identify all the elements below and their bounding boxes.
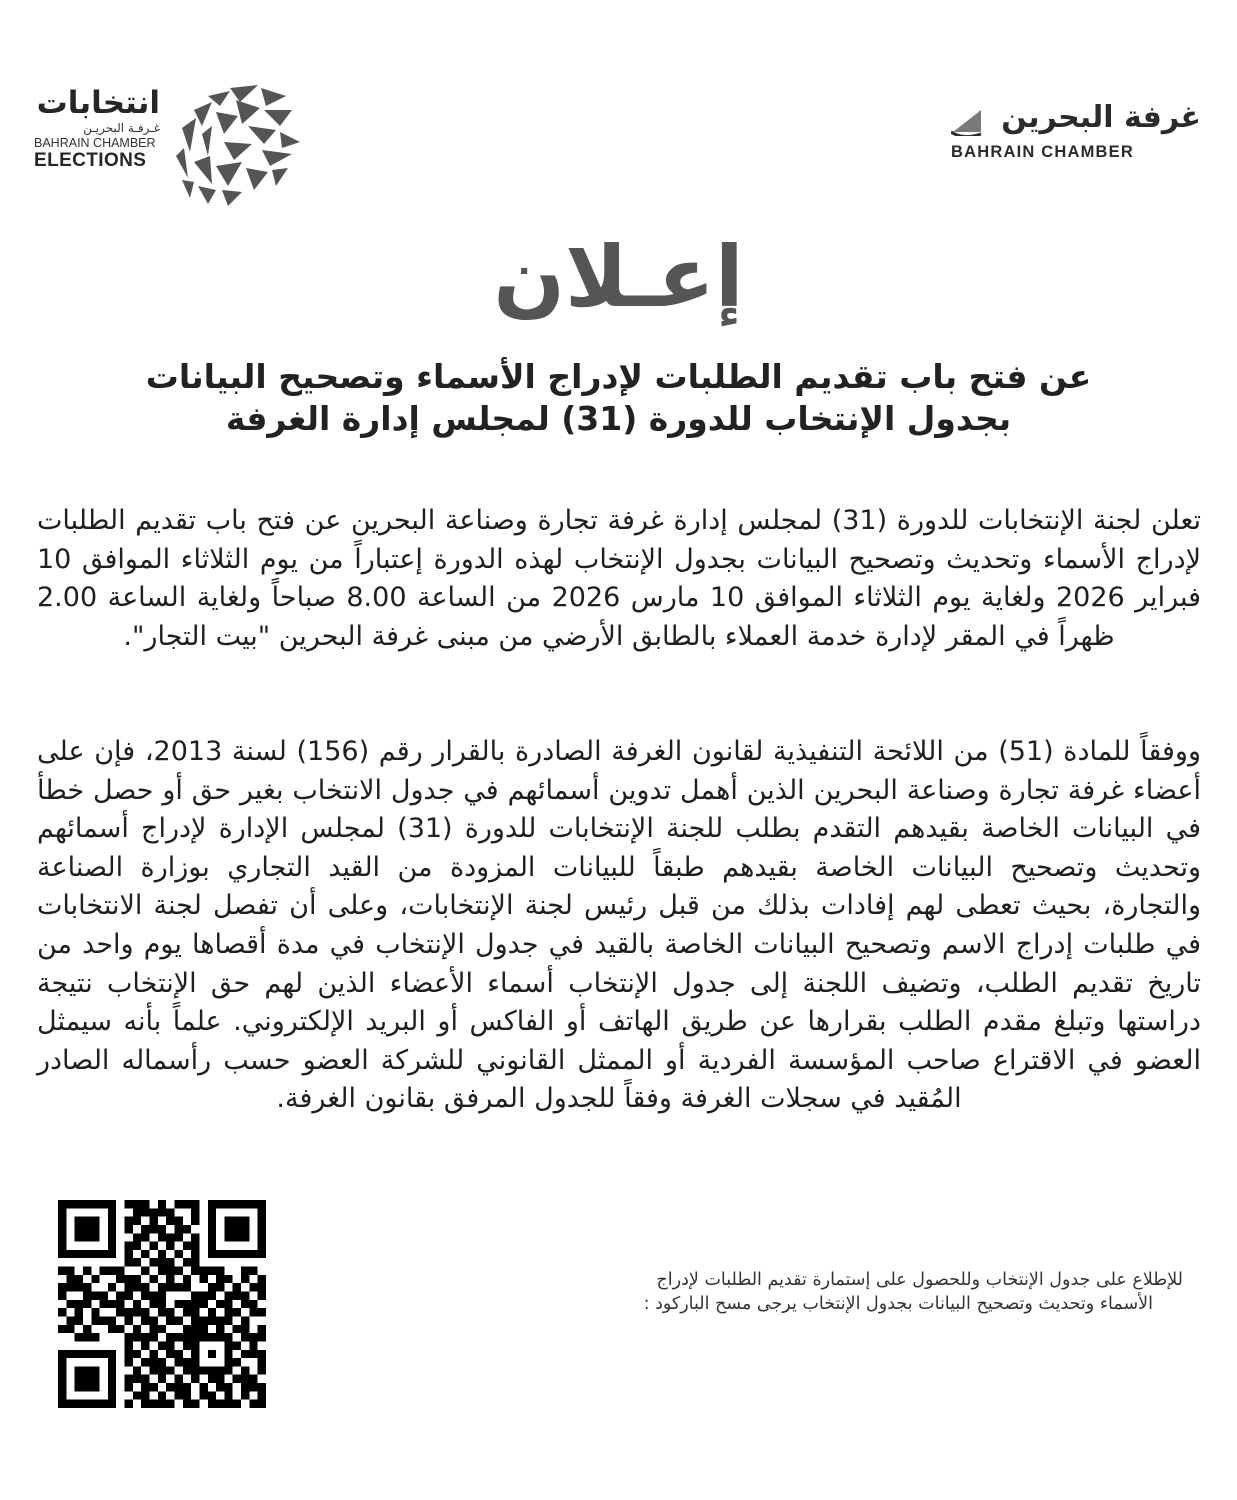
- elections-logo-arabic-title: انتخابات: [36, 85, 160, 121]
- chamber-logo-english-name: BAHRAIN CHAMBER: [951, 143, 1134, 161]
- elections-logo-arabic-subtitle: غـرفـة البحريـن: [83, 121, 160, 135]
- announcement-subtitle-line-1: عن فتح باب تقديم الطلبات لإدراج الأسماء وتصحيح البيانات: [145, 357, 1092, 396]
- announcement-title: إعـلان: [493, 228, 744, 326]
- qr-code-icon[interactable]: [58, 1200, 266, 1408]
- announcement-paragraph-1: تعلن لجنة الإنتخابات للدورة (31) لمجلس إدارة غرفة تجارة وصناعة البحرين عن فتح باب تقديم الطلبات لإدراج الأسماء وتحديث وتصحيح البيانات بجدول الإنتخاب لهذه الدورة إعتباراً من يوم الثلاثاء الموافق 10 فبراير 2026 ولغاية يوم الثلاثاء الموافق 10 مارس 2026 من الساعة 8.00 صباحاً ولغاية الساعة 2.00 ظهراً في المقر لإدارة خدمة العملاء بالطابق الأرضي من مبنى غرفة البحرين "بيت التجار".: [37, 505, 1202, 652]
- qr-scan-instructions-line-1: للإطلاع على جدول الإنتخاب وللحصول على إستمارة تقديم الطلبات لإدراج: [656, 1270, 1183, 1290]
- sail-icon: [951, 110, 983, 136]
- elections-logo-text: [34, 86, 160, 172]
- bahrain-chamber-elections-logo: [30, 82, 310, 210]
- chamber-logo-arabic-name: غرفة البحرين: [1001, 100, 1201, 135]
- announcement-paragraph-2: ووفقاً للمادة (51) من اللائحة التنفيذية لقانون الغرفة الصادرة بالقرار رقم (156) لسنة 2013، فإن على أعضاء غرفة تجارة وصناعة البحرين الذين أهمل تدوين أسمائهم في جدول الانتخاب بغير حق أو حصل خطأ في البيانات الخاصة بقيدهم التقدم بطلب للجنة الإنتخابات للدورة (31) لمجلس الإدارة لإدراج أسمائهم وتحديث وتصحيح البيانات الخاصة بقيدهم طبقاً للبيانات المزودة من القيد التجاري بوزارة الصناعة والتجارة، بحيث تعطى لهم إفادات بذلك من قبل رئيس لجنة الإنتخابات، وعلى أن تفصل لجنة الانتخابات في طلبات إدراج الاسم وتصحيح البيانات الخاصة بالقيد في جدول الإنتخاب في مدة أقصاها يوم واحد من تاريخ تقديم الطلب، وتضيف اللجنة إلى جدول الإنتخاب أسماء الأعضاء الذين لهم حق الإنتخاب نتيجة دراستها وتبلغ مقدم الطلب بقرارها عن طريق الهاتف أو الفاكس أو البريد الإلكتروني. علماً بأنه سيمثل العضو في الاقتراع صاحب المؤسسة الفردية أو الممثل القانوني للشركة العضو حسب رأسماله الصادر المُقيد في سجلات الغرفة وفقاً للجدول المرفق بقانون الغرفة.: [37, 736, 1201, 1115]
- qr-scan-instructions: [470, 1268, 1205, 1316]
- bahrain-chamber-logo: [945, 100, 1205, 166]
- elections-logo-english-line2: ELECTIONS: [34, 150, 147, 171]
- elections-logo-english-line1: BAHRAIN CHAMBER: [34, 136, 156, 150]
- qr-scan-instructions-line-2: الأسماء وتحديث وتصحيح البيانات بجدول الإنتخاب يرجى مسح الباركود :: [643, 1294, 1153, 1314]
- geometric-triangles-circle-icon: [168, 82, 303, 208]
- announcement-subtitle: [60, 356, 1177, 440]
- announcement-subtitle-line-2: بجدول الإنتخاب للدورة (31) لمجلس إدارة الغرفة: [225, 399, 1012, 438]
